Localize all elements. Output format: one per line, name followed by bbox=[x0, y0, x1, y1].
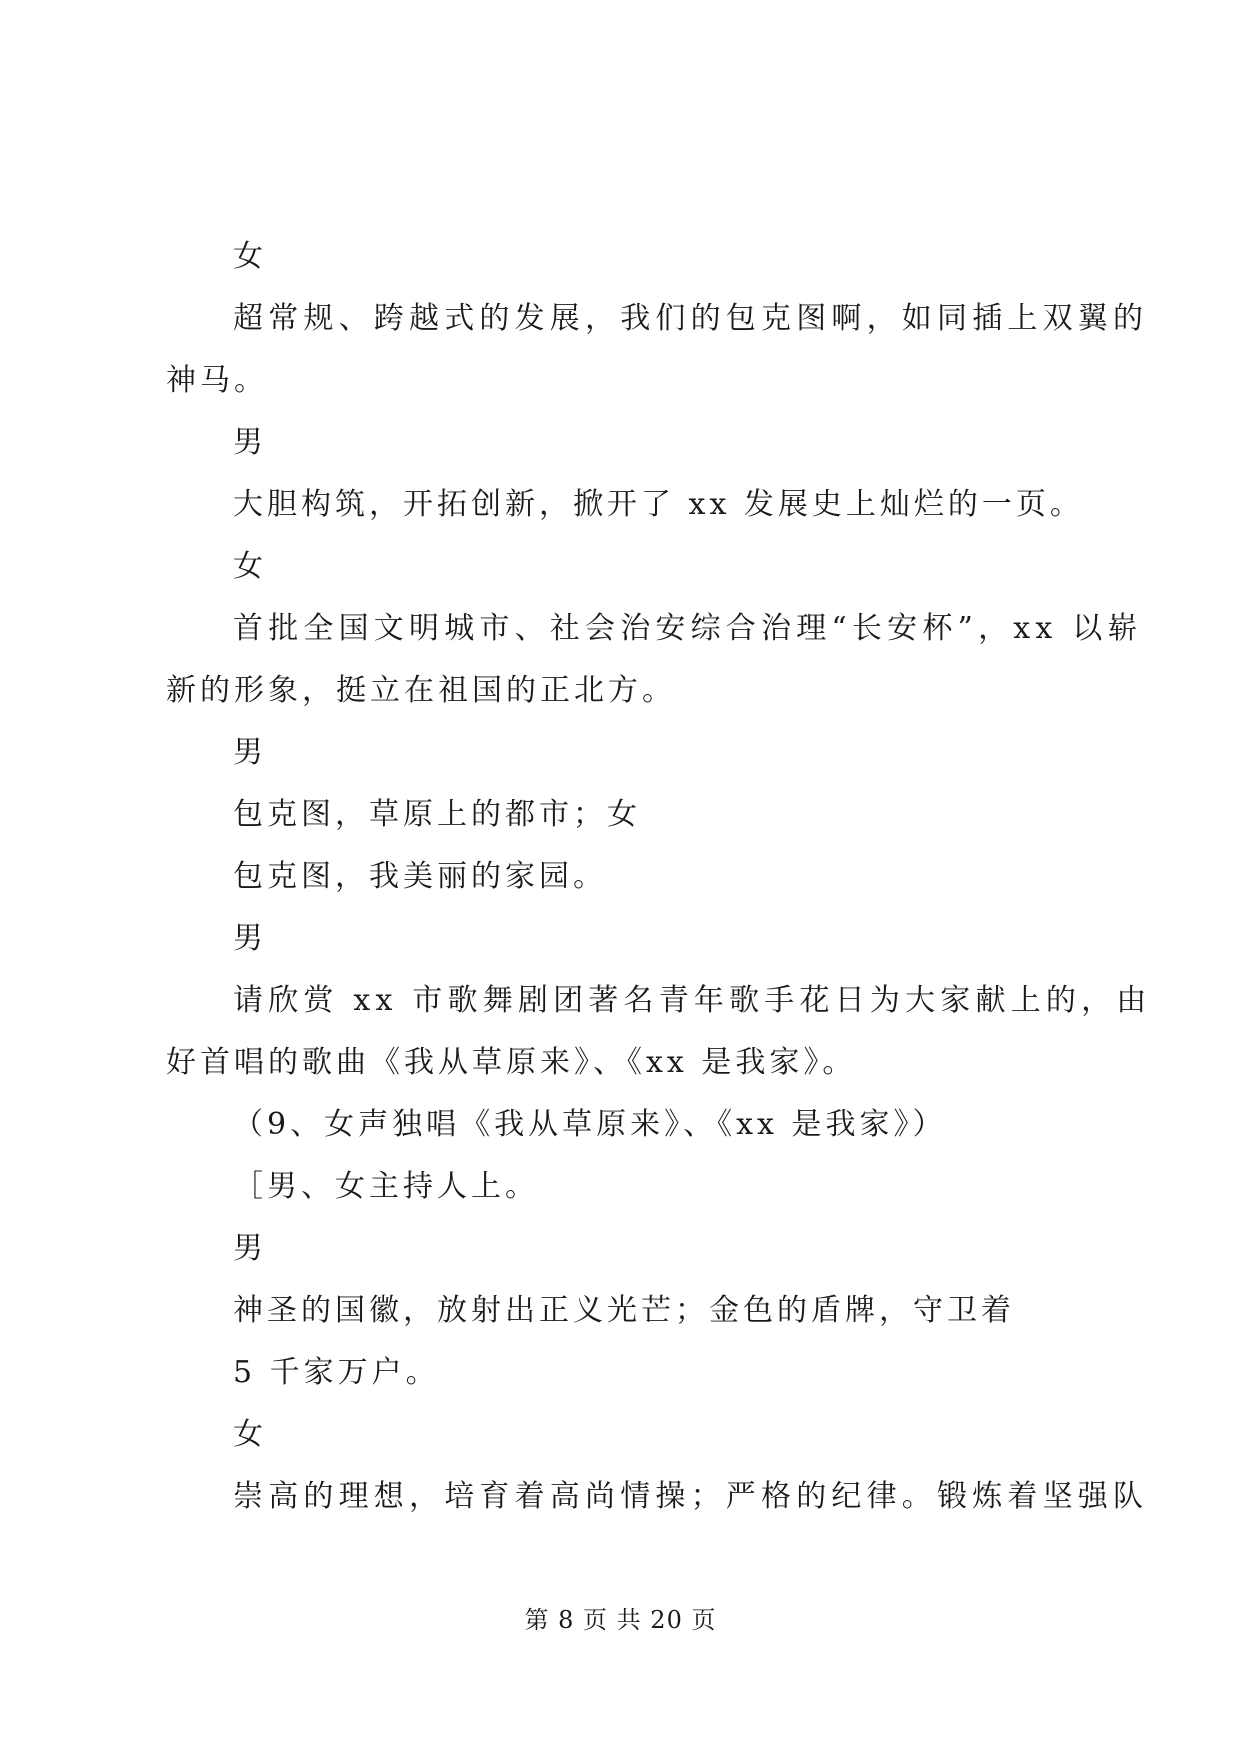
paragraph-line: 神圣的国徽，放射出正义光芒；金色的盾牌，守卫着 bbox=[233, 1293, 1015, 1328]
speaker-label: 男 bbox=[233, 735, 267, 770]
stage-direction: （9、女声独唱《我从草原来》、《xx 是我家》） bbox=[233, 1107, 947, 1142]
paragraph-line: 5 千家万户。 bbox=[233, 1355, 440, 1390]
speaker-label: 男 bbox=[233, 921, 267, 956]
speaker-label: 女 bbox=[233, 549, 267, 584]
paragraph-line: 好首唱的歌曲《我从草原来》、《xx 是我家》。 bbox=[166, 1045, 857, 1080]
paragraph-line: 崇高的理想，培育着高尚情操；严格的纪律。锻炼着坚强队 bbox=[233, 1479, 1149, 1514]
stage-direction: ［男、女主持人上。 bbox=[233, 1169, 539, 1204]
paragraph-line: 新的形象，挺立在祖国的正北方。 bbox=[166, 673, 676, 708]
speaker-label: 男 bbox=[233, 425, 267, 460]
paragraph-line: 包克图，我美丽的家园。 bbox=[233, 859, 607, 894]
paragraph-line: 包克图，草原上的都市；女 bbox=[233, 797, 641, 832]
paragraph-line: 首批全国文明城市、社会治安综合治理“长安杯”，xx 以崭 bbox=[233, 611, 1143, 646]
paragraph-line: 神马。 bbox=[166, 363, 268, 398]
speaker-label: 女 bbox=[233, 239, 267, 274]
paragraph-line: 超常规、跨越式的发展，我们的包克图啊，如同插上双翼的 bbox=[233, 301, 1149, 336]
speaker-label: 男 bbox=[233, 1231, 267, 1266]
speaker-label: 女 bbox=[233, 1417, 267, 1452]
paragraph-line: 大胆构筑，开拓创新，掀开了 xx 发展史上灿烂的一页。 bbox=[233, 487, 1084, 522]
page-number-footer: 第 8 页 共 20 页 bbox=[524, 1606, 717, 1634]
paragraph-line: 请欣赏 xx 市歌舞剧团著名青年歌手花日为大家献上的，由 bbox=[233, 983, 1152, 1018]
